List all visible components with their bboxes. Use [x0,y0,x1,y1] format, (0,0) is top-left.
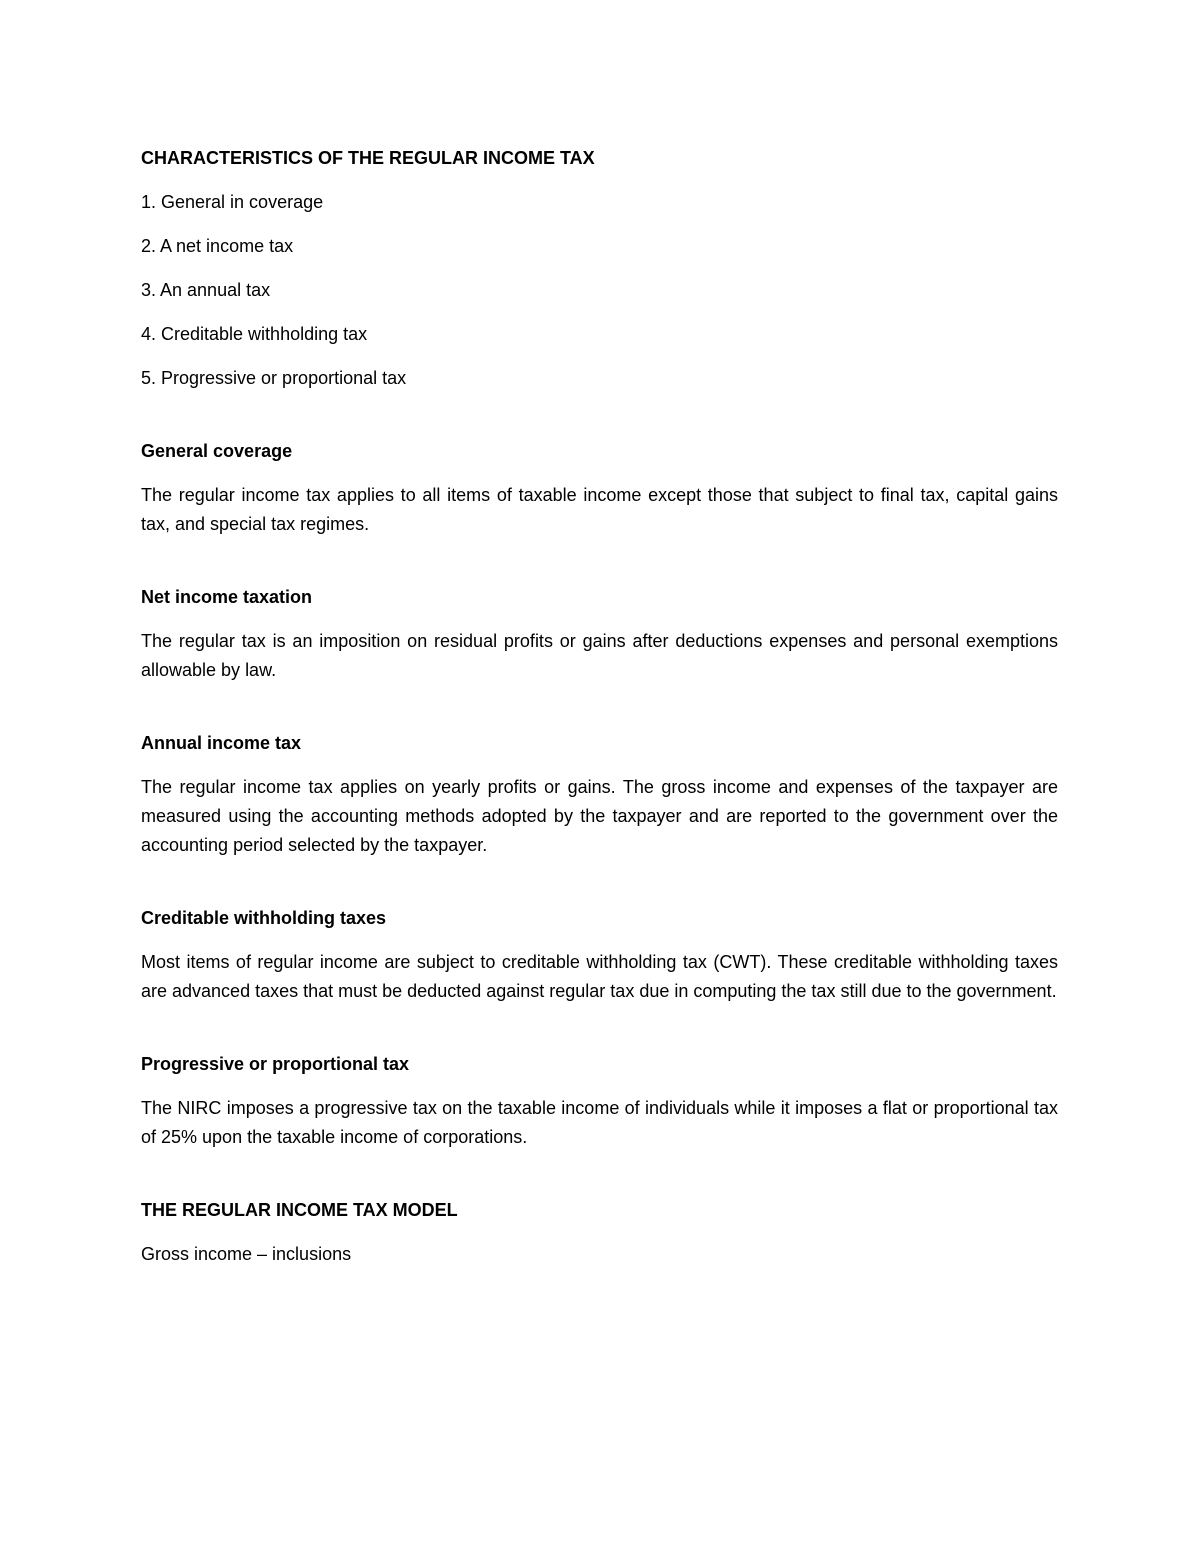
model-line: Gross income – inclusions [141,1244,352,1264]
list-item: 2. A net income tax [141,236,294,256]
section-heading: Annual income tax [141,733,302,753]
section-annual-income-tax [141,729,1058,860]
list-item: 1. General in coverage [141,192,324,212]
list-item: 5. Progressive or proportional tax [141,368,407,388]
section-body: The regular tax is an imposition on residual profits or gains after deductions expenses and personal exemptions allowable by law. [141,631,1058,680]
document-content [141,144,1058,1284]
section-progressive-or-proportional-tax [141,1050,1058,1152]
section-net-income-taxation [141,583,1058,685]
section-heading: General coverage [141,441,293,461]
section-creditable-withholding-taxes [141,904,1058,1006]
section-body: The regular income tax applies to all items of taxable income except those that subject to final tax, capital gains tax, and special tax regimes. [141,485,1058,534]
list-item: 4. Creditable withholding tax [141,324,368,344]
characteristics-list [141,188,1058,393]
section-heading: Net income taxation [141,587,313,607]
section-body: The regular income tax applies on yearly profits or gains. The gross income and expenses of the taxpayer are measured using the accounting methods adopted by the taxpayer and are reported to the government over the accounting period selected by the taxpayer. [141,777,1058,855]
model-heading: THE REGULAR INCOME TAX MODEL [141,1200,458,1220]
section-heading: Progressive or proportional tax [141,1054,410,1074]
list-item: 3. An annual tax [141,280,271,300]
section-body: Most items of regular income are subject to creditable withholding tax (CWT). These creditable withholding taxes are advanced taxes that must be deducted against regular tax due in computing the tax still due to the government. [141,952,1058,1001]
section-body: The NIRC imposes a progressive tax on the taxable income of individuals while it imposes a flat or proportional tax of 25% upon the taxable income of corporations. [141,1098,1058,1147]
section-regular-income-tax-model [141,1196,1058,1269]
section-general-coverage [141,437,1058,539]
section-heading: Creditable withholding taxes [141,908,387,928]
document-title: CHARACTERISTICS OF THE REGULAR INCOME TAX [141,148,595,168]
